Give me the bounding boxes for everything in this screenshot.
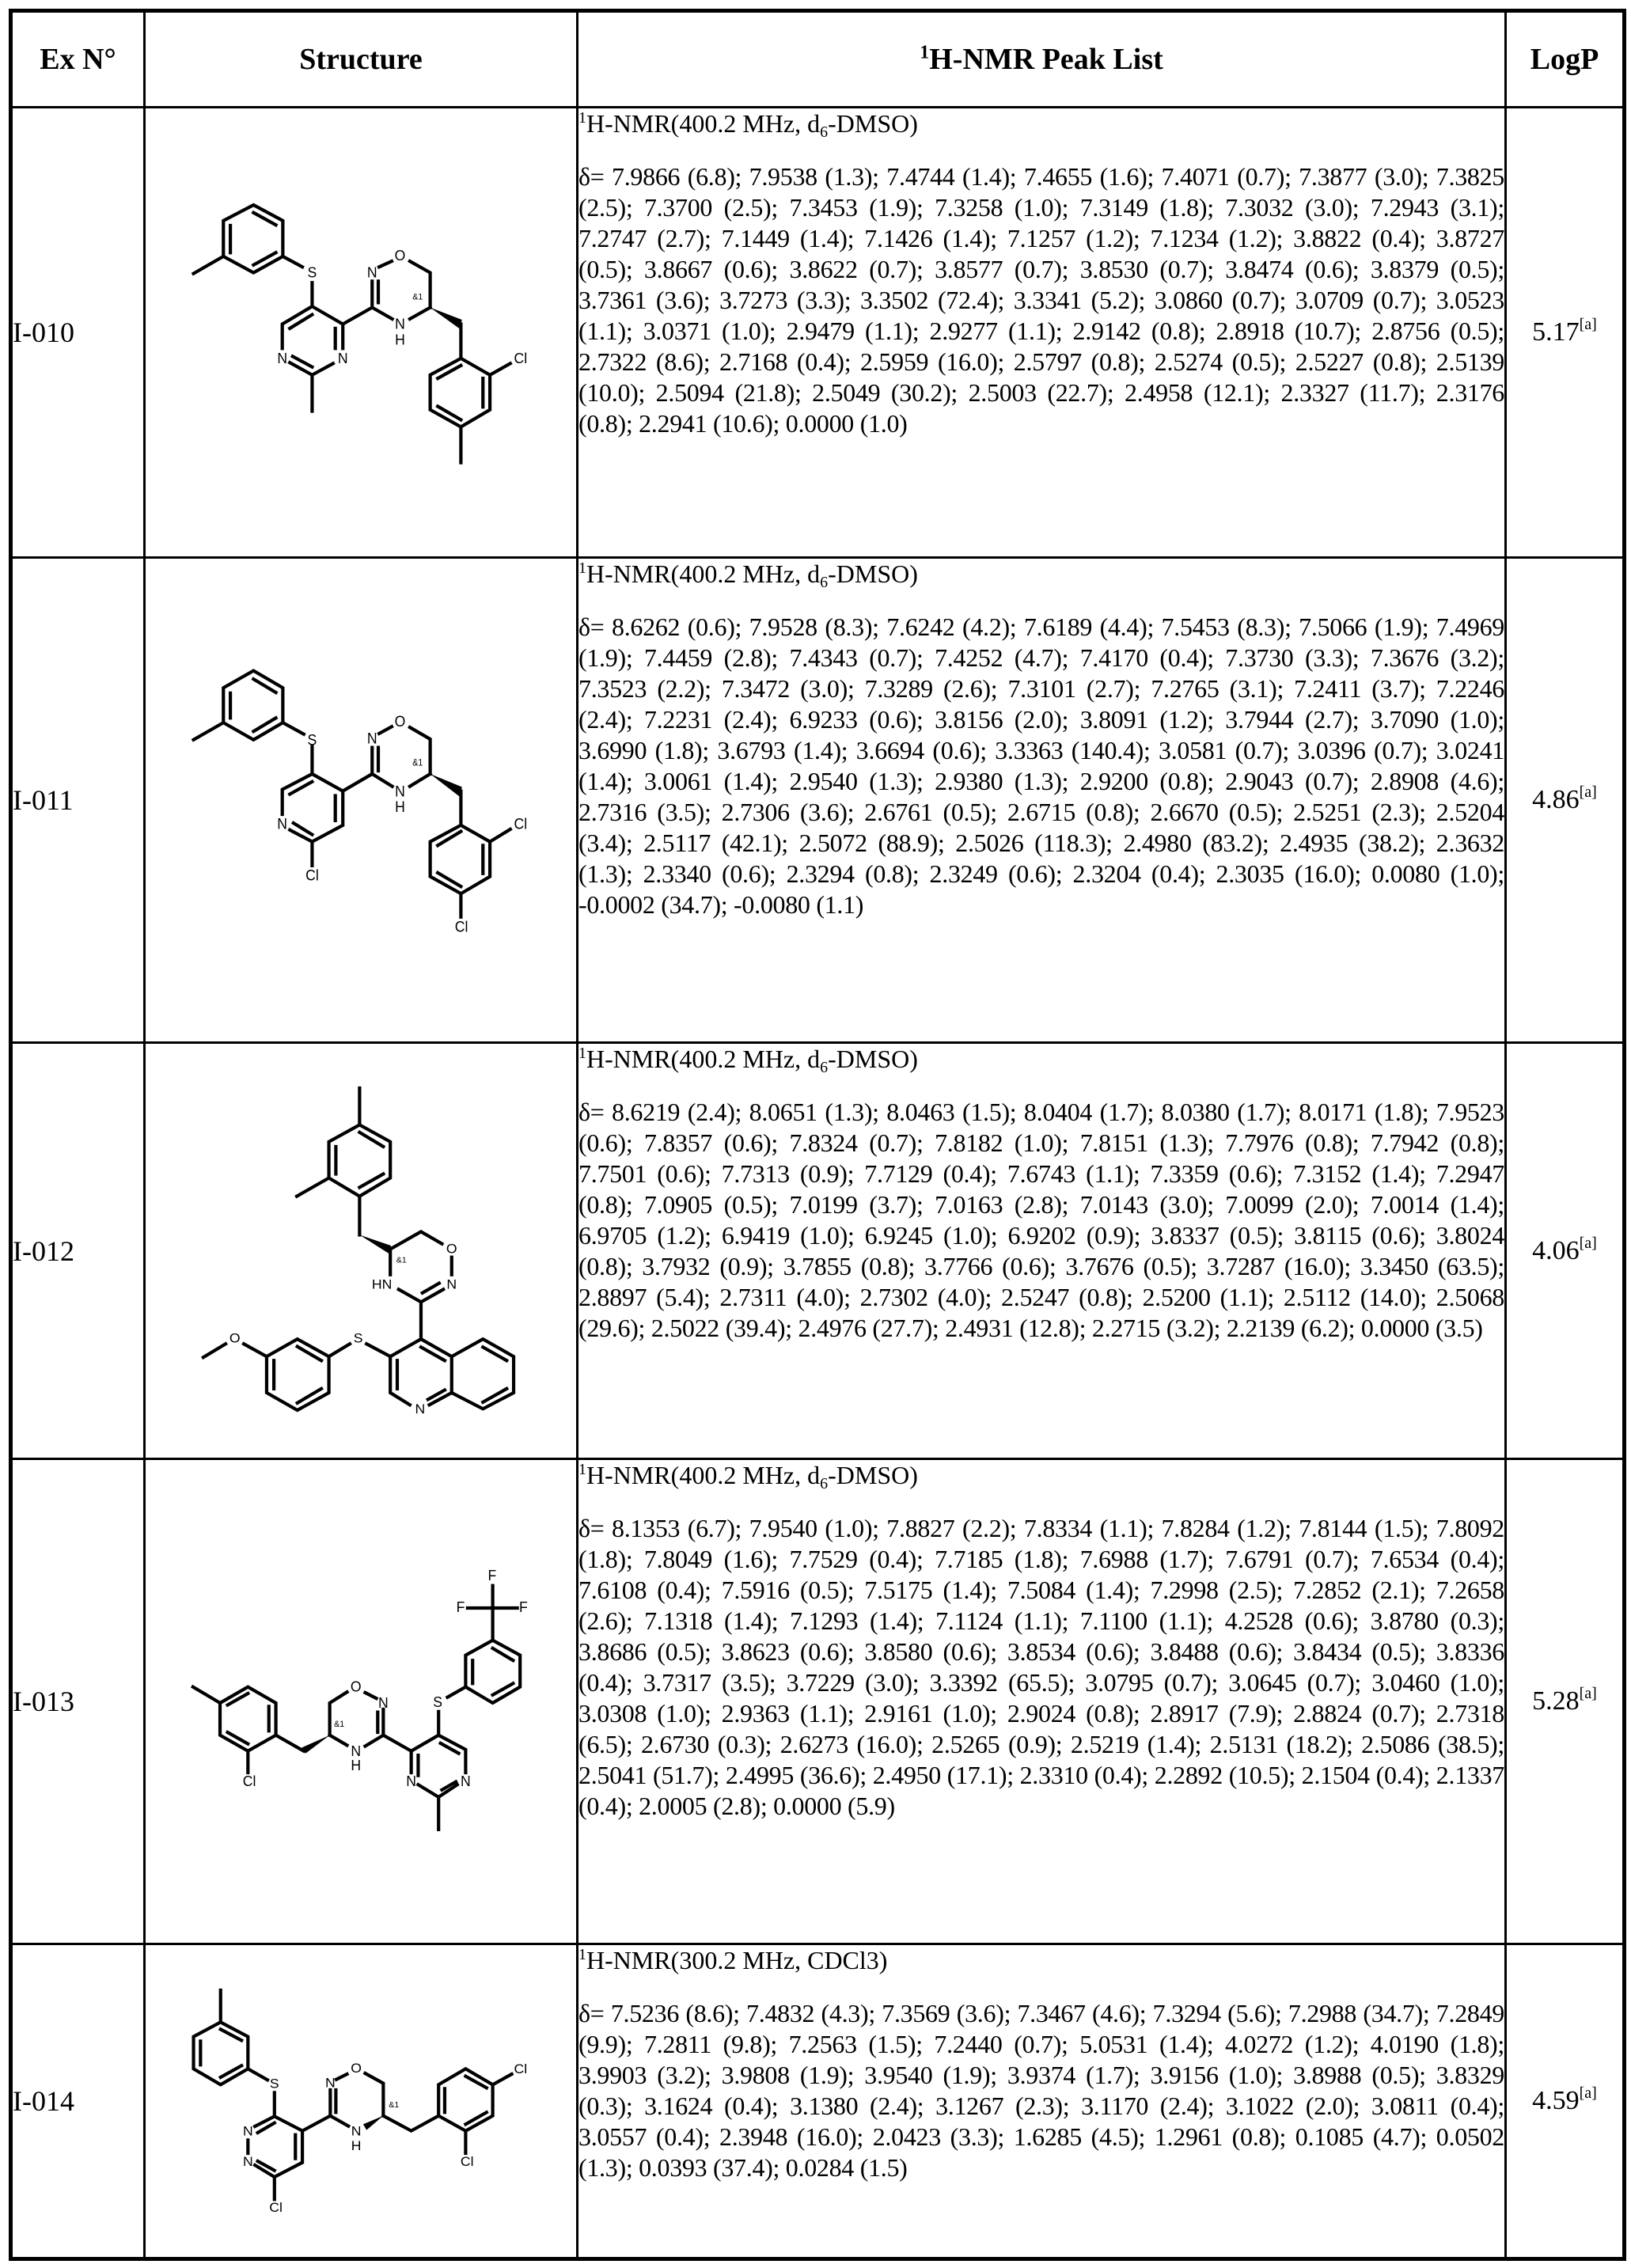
header-nmr-sup: 1 <box>920 42 929 63</box>
atom-label: N <box>446 1276 457 1292</box>
chemical-structure-drawing <box>138 1465 575 1916</box>
atom-label: N <box>406 1773 416 1789</box>
logp-value <box>1506 1459 1625 1944</box>
stereo-wedge <box>431 774 462 796</box>
nmr-conditions-text: H-NMR(400.2 MHz, d <box>586 1045 820 1073</box>
nmr-peaks: δ= 7.5236 (8.6); 7.4832 (4.3); 7.3569 (3.6); 7.3467 (4.6); 7.3294 (5.6); 7.2988 (34.7); 7.2849 (9.9); 7.2811 (9.8); 7.2563 (1.5); 7.2440 (0.7); 5.0531 (1.4); 4.0272 (1.2); 4.0190 (1.8); 3.9903 (3.2); 3.9808 (1.9); 3.9540 (1.9); 3.9374 (1.7); 3.9156 (1.0); 3.8988 (0.5); 3.8329 (0.3); 3.1624 (0.4); 3.1380 (2.4); 3.1267 (2.3); 3.1170 (2.4); 3.1022 (2.0); 3.0811 (0.4); 3.0557 (0.4); 2.3948 (16.0); 2.0423 (3.3); 1.6285 (4.5); 1.2961 (0.8); 0.1085 (4.7); 0.0502 (1.3); 0.0393 (37.4); 0.0284 (1.5) <box>578 1998 1504 2183</box>
nmr-peak-list <box>578 558 1506 1043</box>
atom-label: N <box>277 351 287 366</box>
nmr-conditions-text: H-NMR(400.2 MHz, d <box>586 1461 820 1489</box>
logp-number: 4.86 <box>1532 785 1580 814</box>
nmr-sup: 1 <box>578 559 586 577</box>
atom-label: N <box>378 1695 389 1711</box>
atom-label: Cl <box>455 917 468 935</box>
nmr-peaks: δ= 8.6219 (2.4); 8.0651 (1.3); 8.0463 (1.5); 8.0404 (1.7); 8.0380 (1.7); 8.0171 (1.8); 7.9523 (0.6); 7.8357 (0.6); 7.8324 (0.7); 7.8182 (1.0); 7.8151 (1.3); 7.7976 (0.8); 7.7942 (0.8); 7.7501 (0.6); 7.7313 (0.9); 7.7129 (0.4); 7.6743 (1.1); 7.3359 (0.6); 7.3152 (1.4); 7.2947 (0.8); 7.0905 (0.5); 7.0199 (3.7); 7.0163 (2.8); 7.0143 (3.0); 7.0099 (2.0); 7.0014 (1.4); 6.9705 (1.2); 6.9419 (1.0); 6.9245 (1.0); 6.9202 (0.9); 3.8337 (0.5); 3.8115 (0.6); 3.8024 (0.8); 3.7932 (0.9); 3.7855 (0.8); 3.7766 (0.6); 3.7676 (0.5); 3.7287 (16.0); 3.3450 (63.5); 2.8897 (5.4); 2.7311 (4.0); 2.7302 (4.0); 2.5247 (0.8); 2.5200 (1.1); 2.5112 (14.0); 2.5068 (29.6); 2.5022 (39.4); 2.4976 (27.7); 2.4931 (12.8); 2.2715 (3.2); 2.2139 (6.2); 0.0000 (3.5) <box>578 1097 1504 1344</box>
atom-label: F <box>457 1599 465 1615</box>
logp-number: 5.17 <box>1532 317 1580 347</box>
nmr-conditions-text: H-NMR(400.2 MHz, d <box>586 559 820 588</box>
logp-note: [a] <box>1580 316 1597 333</box>
atom-label: Cl <box>461 2153 474 2168</box>
chemical-structure-drawing <box>138 108 575 556</box>
atom-label: N <box>325 2075 336 2090</box>
atom-label: N <box>461 1773 471 1789</box>
atom-label: S <box>308 264 317 280</box>
atom-label: Cl <box>514 2061 528 2076</box>
atom-label: H <box>351 1758 361 1773</box>
nmr-peaks: δ= 7.9866 (6.8); 7.9538 (1.3); 7.4744 (1.4); 7.4655 (1.6); 7.4071 (0.7); 7.3877 (3.0); 7.3825 (2.5); 7.3700 (2.5); 7.3453 (1.9); 7.3258 (1.0); 7.3149 (1.8); 7.3032 (3.0); 7.2943 (3.1); 7.2747 (2.7); 7.1449 (1.4); 7.1426 (1.4); 7.1257 (1.2); 7.1234 (1.2); 3.8822 (0.4); 3.8727 (0.5); 3.8667 (0.6); 3.8622 (0.7); 3.8577 (0.7); 3.8530 (0.7); 3.8474 (0.6); 3.8379 (0.5); 3.7361 (3.6); 3.7273 (3.3); 3.3502 (72.4); 3.3341 (5.2); 3.0860 (0.7); 3.0709 (0.7); 3.0523 (1.1); 3.0371 (1.0); 2.9479 (1.1); 2.9277 (1.1); 2.9142 (0.8); 2.8918 (10.7); 2.8756 (0.5); 2.7322 (8.6); 2.7168 (0.4); 2.5959 (16.0); 2.5797 (0.8); 2.5274 (0.5); 2.5227 (0.8); 2.5139 (10.0); 2.5094 (21.8); 2.5049 (30.2); 2.5003 (22.7); 2.4958 (12.1); 2.3327 (11.7); 2.3176 (0.8); 2.2941 (10.6); 0.0000 (1.0) <box>578 161 1504 439</box>
header-logp: LogP <box>1506 11 1625 108</box>
chemical-structure-drawing <box>138 1916 575 2264</box>
atom-label: Cl <box>514 351 528 366</box>
logp-note: [a] <box>1580 783 1597 801</box>
stereo-label: &1 <box>389 2101 399 2110</box>
stereo-wedge <box>302 1735 329 1754</box>
atom-label: N <box>395 316 405 332</box>
nmr-peaks: δ= 8.1353 (6.7); 7.9540 (1.0); 7.8827 (2.2); 7.8334 (1.1); 7.8284 (1.2); 7.8144 (1.5); 7.8092 (1.8); 7.8049 (1.6); 7.7529 (0.4); 7.7185 (1.8); 7.6988 (1.7); 7.6791 (0.7); 7.6534 (0.4); 7.6108 (0.4); 7.5916 (0.5); 7.5175 (1.4); 7.5084 (1.4); 7.2998 (2.5); 7.2852 (2.1); 7.2658 (2.6); 7.1318 (1.4); 7.1293 (1.4); 7.1124 (1.1); 7.1100 (1.1); 4.2528 (0.6); 3.8780 (0.3); 3.8686 (0.5); 3.8623 (0.6); 3.8580 (0.6); 3.8534 (0.6); 3.8488 (0.6); 3.8434 (0.5); 3.8336 (0.4); 3.7317 (3.5); 3.7229 (3.0); 3.3392 (65.5); 3.0795 (0.7); 3.0645 (0.7); 3.0460 (1.0); 3.0308 (1.0); 2.9363 (1.1); 2.9161 (1.0); 2.9024 (0.8); 2.8917 (7.9); 2.8824 (0.7); 2.7318 (6.5); 2.6730 (0.3); 2.6273 (16.0); 2.5265 (0.9); 2.5219 (1.4); 2.5131 (18.2); 2.5086 (38.5); 2.5041 (51.7); 2.4995 (36.6); 2.4950 (17.1); 2.3310 (0.4); 2.2892 (10.5); 2.1504 (0.4); 2.1337 (0.4); 2.0005 (2.8); 0.0000 (5.9) <box>578 1513 1504 1822</box>
table-header-row <box>11 11 1625 108</box>
chemical-structure-drawing <box>138 556 575 1044</box>
stereo-wedge <box>359 1235 391 1253</box>
nmr-sub: 6 <box>820 1059 828 1076</box>
header-nmr <box>578 11 1506 108</box>
atom-label: S <box>354 1330 363 1346</box>
bond-lines <box>194 205 510 463</box>
nmr-sub: 6 <box>820 123 828 141</box>
atom-label: N <box>415 1401 426 1417</box>
nmr-conditions-solvent: -DMSO) <box>828 109 918 138</box>
logp-note: [a] <box>1580 2084 1597 2102</box>
logp-value <box>1506 1043 1625 1459</box>
nmr-peaks: δ= 8.6262 (0.6); 7.9528 (8.3); 7.6242 (4.2); 7.6189 (4.4); 7.5453 (8.3); 7.5066 (1.9); 7.4969 (1.9); 7.4459 (2.8); 7.4343 (0.7); 7.4252 (4.7); 7.4170 (0.4); 7.3730 (3.3); 7.3676 (3.2); 7.3523 (2.2); 7.3472 (3.0); 7.3289 (2.6); 7.3101 (2.7); 7.2765 (3.1); 7.2411 (3.7); 7.2246 (2.4); 7.2231 (2.4); 6.9233 (0.6); 3.8156 (2.0); 3.8091 (1.2); 3.7944 (2.7); 3.7090 (1.0); 3.6990 (1.8); 3.6793 (1.4); 3.6694 (0.6); 3.3363 (140.4); 3.0581 (0.7); 3.0396 (0.7); 3.0241 (1.4); 3.0061 (1.4); 2.9540 (1.3); 2.9380 (1.3); 2.9200 (0.8); 2.9043 (0.7); 2.8908 (4.6); 2.7316 (3.5); 2.7306 (3.6); 2.6761 (0.5); 2.6715 (0.8); 2.6670 (0.5); 2.5251 (2.3); 2.5204 (3.4); 2.5117 (42.1); 2.5072 (88.9); 2.5026 (118.3); 2.4980 (83.2); 2.4935 (38.2); 2.3632 (1.3); 2.3340 (0.6); 2.3294 (0.8); 2.3249 (0.6); 2.3204 (0.4); 2.3035 (16.0); 0.0080 (1.0); -0.0002 (34.7); -0.0080 (1.1) <box>578 612 1504 920</box>
atom-label: Cl <box>305 867 319 884</box>
nmr-conditions-solvent: -DMSO) <box>828 559 918 588</box>
nmr-sub: 6 <box>820 574 828 591</box>
stereo-wedge <box>431 308 462 328</box>
logp-value <box>1506 558 1625 1043</box>
atom-label: H <box>351 2137 362 2152</box>
logp-value <box>1506 108 1625 558</box>
example-id: I-012 <box>11 1043 145 1459</box>
atom-label: O <box>395 248 406 264</box>
example-id: I-011 <box>11 558 145 1043</box>
stereo-label: &1 <box>334 1720 344 1729</box>
atom-label: N <box>243 2153 253 2168</box>
logp-number: 4.59 <box>1532 2086 1580 2115</box>
atom-label: N <box>395 783 405 800</box>
atom-label: F <box>488 1568 497 1583</box>
atom-label: O <box>351 1678 362 1694</box>
nmr-peak-list <box>578 108 1506 558</box>
nmr-sup: 1 <box>578 109 586 127</box>
atom-label: S <box>270 2076 279 2091</box>
atom-label: H <box>395 798 405 815</box>
nmr-conditions <box>578 1044 1504 1075</box>
nmr-sup: 1 <box>578 1045 586 1062</box>
example-id: I-014 <box>11 1944 145 2259</box>
nmr-conditions-solvent: -DMSO) <box>828 1045 918 1073</box>
nmr-peak-list <box>578 1043 1506 1459</box>
nmr-sub: 6 <box>820 1475 828 1492</box>
example-id: I-013 <box>11 1459 145 1944</box>
stereo-label: &1 <box>412 758 423 768</box>
nmr-sup: 1 <box>578 1946 586 1963</box>
header-nmr-label: H-NMR Peak List <box>929 43 1163 76</box>
nmr-conditions <box>578 1945 1504 1976</box>
logp-value <box>1506 1944 1625 2259</box>
atom-label: N <box>338 351 348 366</box>
bond-lines <box>194 671 510 917</box>
nmr-conditions-text: H-NMR(300.2 MHz, CDCl3) <box>586 1946 887 1974</box>
nmr-sup: 1 <box>578 1461 586 1478</box>
nmr-conditions <box>578 559 1504 590</box>
nmr-conditions <box>578 1460 1504 1491</box>
atom-label: O <box>351 2061 362 2076</box>
atom-label: Cl <box>243 1773 256 1789</box>
header-ex-number: Ex N° <box>11 11 145 108</box>
atom-label: O <box>229 1330 241 1346</box>
nmr-conditions <box>578 108 1504 139</box>
atom-label: N <box>367 730 377 747</box>
atom-label: F <box>519 1599 528 1615</box>
logp-note: [a] <box>1580 1235 1597 1252</box>
atom-label: HN <box>372 1276 392 1292</box>
chemical-structure-drawing <box>138 1044 575 1455</box>
example-id: I-010 <box>11 108 145 558</box>
atom-label: N <box>243 2123 253 2138</box>
logp-note: [a] <box>1580 1685 1597 1702</box>
atom-label: O <box>446 1241 457 1257</box>
atom-label: O <box>395 712 406 730</box>
header-structure: Structure <box>145 11 578 108</box>
atom-label: N <box>351 2123 362 2138</box>
stereo-label: &1 <box>396 1257 407 1265</box>
logp-number: 4.06 <box>1532 1236 1580 1265</box>
atom-label: S <box>308 731 317 749</box>
atom-label: Cl <box>269 2200 283 2215</box>
nmr-peak-list <box>578 1944 1506 2259</box>
bond-lines <box>193 1586 520 1830</box>
atom-label: N <box>351 1743 361 1759</box>
nmr-peak-list <box>578 1459 1506 1944</box>
stereo-label: &1 <box>412 292 423 302</box>
nmr-conditions-text: H-NMR(400.2 MHz, d <box>586 109 820 138</box>
atom-label: N <box>367 264 377 280</box>
atom-label: S <box>433 1694 442 1710</box>
atom-label: Cl <box>514 815 528 832</box>
atom-label: H <box>395 332 405 347</box>
atom-label: N <box>277 815 287 832</box>
bond-lines <box>203 1088 514 1410</box>
nmr-conditions-solvent: -DMSO) <box>828 1461 918 1489</box>
logp-number: 5.28 <box>1532 1686 1580 1716</box>
stereo-wedge <box>363 2116 383 2130</box>
